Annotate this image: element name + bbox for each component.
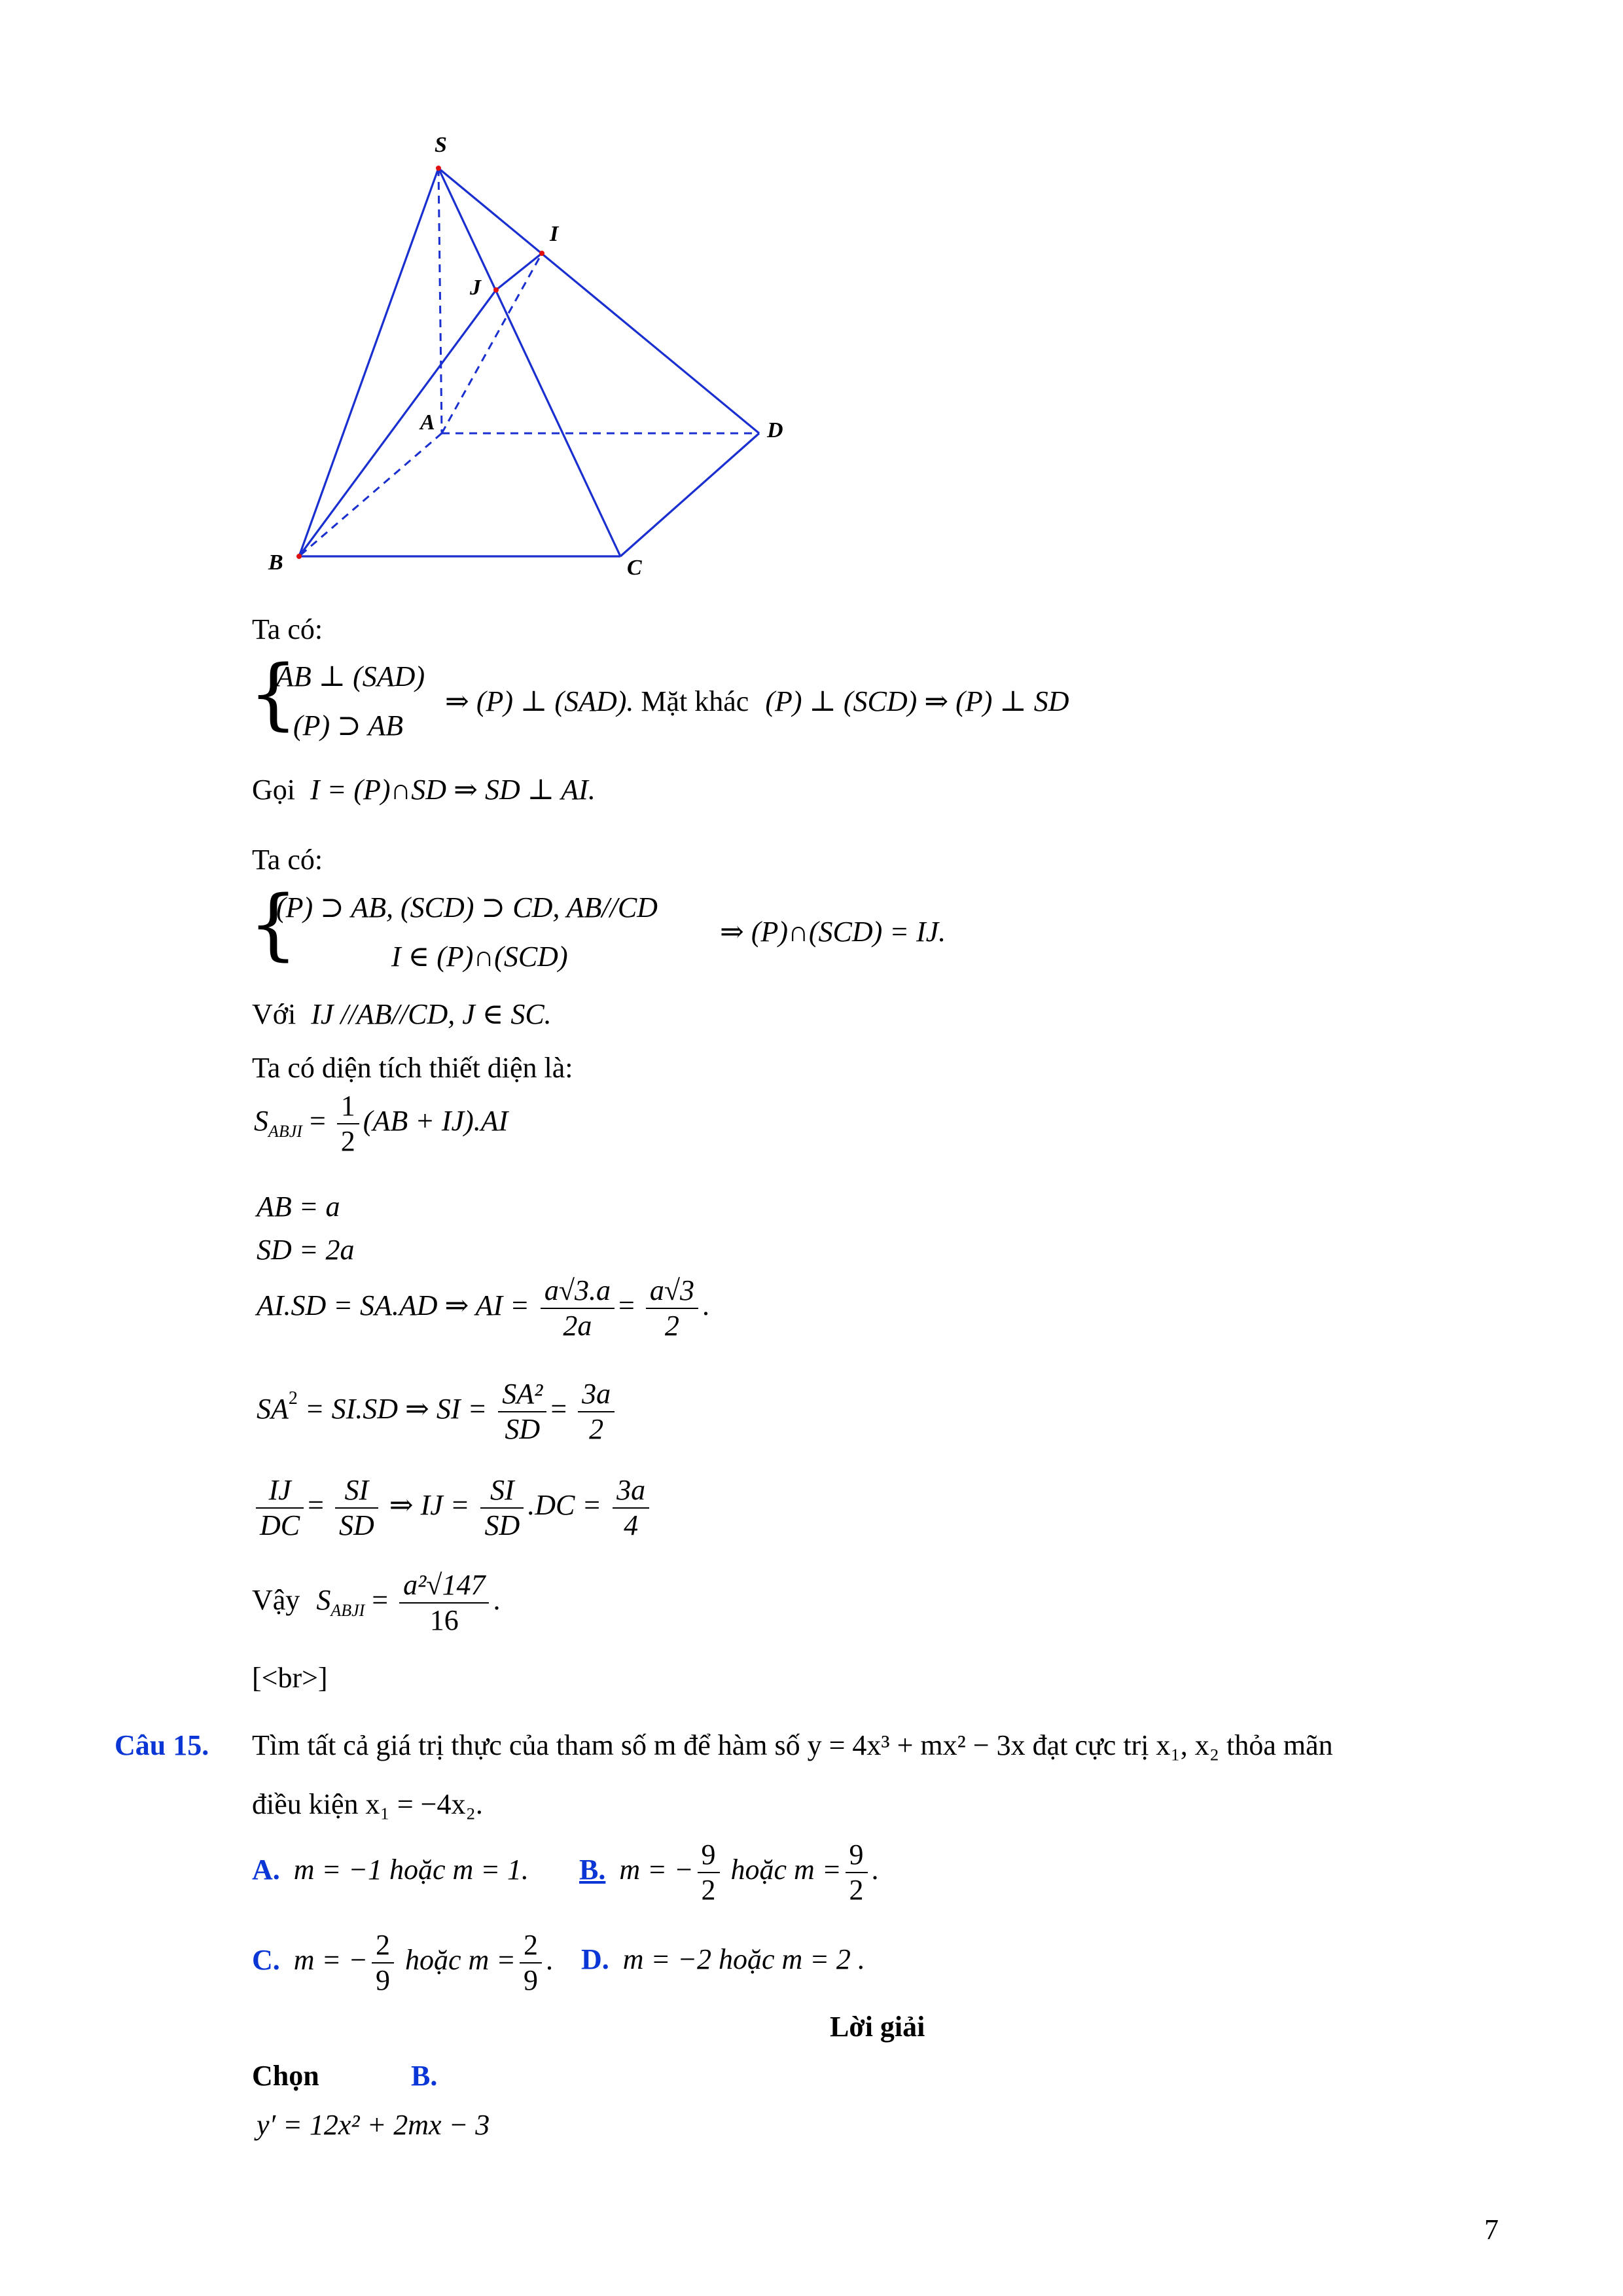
area-rest: (AB + IJ).AI (363, 1105, 508, 1138)
ij-frac-2-den: SD (338, 1509, 374, 1541)
system2-line1: (P) ⊃ AB, (SCD) ⊃ CD, AB//CD (276, 891, 658, 924)
ij-frac-4 (613, 1476, 649, 1540)
point-B (296, 554, 302, 559)
option-c-frac-2-num: 2 (520, 1931, 542, 1964)
mat-khac: Mặt khác (641, 685, 749, 717)
ij-frac-2-num: SI (335, 1476, 378, 1509)
ij-frac-3-num: SI (480, 1476, 524, 1509)
option-c-text-a: m = − (293, 1944, 368, 1977)
option-b-text-b: hoặc m = (730, 1854, 842, 1886)
chon-value: B. (411, 2060, 438, 2092)
option-b-frac-1-den: 2 (701, 1874, 716, 1906)
edge-CD (620, 433, 759, 556)
vay-formula: Vậy $S_{ABJI}$ = $\frac{\text{a²√147}}{16}$ . (252, 1569, 501, 1636)
point-I (539, 251, 544, 256)
label-S: S (435, 133, 447, 157)
label-B: B (268, 550, 283, 575)
ij-formula: $\frac{IJ}{DC}$ = $\frac{SI}{SD}$ ⇒ IJ = $\frac{SI}{SD}$ .DC = $\frac{3a}{4}$ (252, 1476, 653, 1540)
si-formula: $SA^2 = SI.SD$ ⇒ SI = $\frac{\text{SA²}}{SD}$ = $\frac{3a}{2}$ (257, 1380, 618, 1444)
option-b-text-a: m = − (619, 1854, 694, 1886)
si-frac-2-den: 2 (589, 1413, 604, 1445)
system2-line2: I ∈ (P)∩(SCD) (391, 941, 568, 973)
question-text-2: điều kiện x₁ = −4x₂. (252, 1788, 483, 1820)
ij-frac-2 (335, 1476, 378, 1540)
vay-label: Vậy (252, 1584, 300, 1617)
option-c-text-b: hoặc m = (404, 1944, 516, 1977)
vay-frac (399, 1571, 489, 1635)
dien-tich-line: Ta có diện tích thiết diện là: (252, 1052, 573, 1084)
si-frac-1-num: SA² (498, 1380, 546, 1412)
area-formula: $S_{ABJI}$ = $\frac{1}{2}$ (AB + IJ).AI (254, 1090, 508, 1157)
si-frac-2-num: 3a (578, 1380, 615, 1412)
question-label: Câu 15. (115, 1729, 209, 1761)
point-J (493, 287, 499, 293)
ab-equals: AB = a (257, 1191, 340, 1223)
ij-frac-1-den: DC (260, 1509, 300, 1541)
option-b-frac-2 (846, 1840, 868, 1905)
edge-SB (299, 168, 438, 556)
si-frac-2 (578, 1380, 615, 1444)
label-I: I (550, 222, 559, 246)
option-c-frac-1 (372, 1931, 394, 1995)
chon-label: Chọn (252, 2060, 319, 2092)
ij-frac-4-num: 3a (613, 1476, 649, 1509)
s-subscript: ABJI (268, 1122, 302, 1141)
ij-dc: .DC = (527, 1489, 602, 1522)
ai-formula: AI.SD = SA.AD ⇒ AI = $\frac{a√3.a}{2a}$ = $\frac{a√3}{2}$ . (257, 1274, 709, 1342)
ai-frac-2-num: a√3 (646, 1276, 698, 1309)
option-b-label: B. (579, 1854, 606, 1886)
option-a-text: m = −1 hoặc m = 1. (293, 1854, 529, 1886)
ai-frac-2 (646, 1276, 698, 1340)
option-d-text: m = −2 hoặc m = 2 . (622, 1943, 865, 1975)
option-b-frac-1-num: 9 (698, 1840, 720, 1873)
half-fraction (337, 1092, 359, 1156)
ai-frac-1 (541, 1276, 615, 1340)
derivative: y′ = 12x² + 2mx − 3 (257, 2109, 490, 2141)
system1-line2: (P) ⊃ AB (293, 709, 404, 742)
voi-line (252, 1000, 552, 1029)
system1-brace: { (249, 648, 298, 738)
si-frac-1 (498, 1380, 546, 1444)
point-S (436, 166, 441, 171)
si-lhs-a: SA (257, 1393, 289, 1426)
voi-expr: IJ //AB//CD, J ∈ SC. (311, 998, 552, 1030)
ij-frac-1-num: IJ (256, 1476, 304, 1509)
half-den: 2 (340, 1125, 355, 1157)
option-c-frac-1-num: 2 (372, 1931, 394, 1964)
br-tag: [<br>] (252, 1662, 328, 1694)
option-b-frac-2-num: 9 (846, 1840, 868, 1873)
label-J: J (470, 276, 481, 300)
ij-frac-3 (480, 1476, 524, 1540)
si-lhs-b: = SI.SD ⇒ SI = (304, 1393, 488, 1426)
voi-label: Với (252, 998, 296, 1030)
system1-result-b: (P) ⊥ (SCD) ⇒ (P) ⊥ SD (765, 685, 1069, 717)
ij-frac-3-den: SD (484, 1509, 520, 1541)
solution-heading: Lời giải (830, 2011, 925, 2043)
vay-num: a²√147 (399, 1571, 489, 1604)
option-d-label: D. (581, 1943, 609, 1975)
goi-expr: I = (P)∩SD ⇒ SD ⊥ AI. (310, 774, 596, 806)
system2-result: ⇒ (P)∩(SCD) = IJ. (720, 916, 946, 948)
option-b-frac-2-den: 2 (849, 1874, 864, 1906)
ij-mid: ⇒ IJ = (389, 1489, 470, 1522)
option-a-label: A. (252, 1854, 280, 1886)
system1-line1: AB ⊥ (SAD) (276, 660, 425, 692)
option-c-frac-2 (520, 1931, 542, 1995)
vay-s-symbol: S (316, 1584, 331, 1617)
ta-co-2: Ta có: (252, 844, 323, 876)
option-c-frac-1-den: 9 (375, 1964, 390, 1996)
system2-brace: { (249, 878, 298, 969)
half-num: 1 (337, 1092, 359, 1124)
ij-frac-1 (256, 1476, 304, 1540)
ai-frac-2-den: 2 (664, 1310, 679, 1342)
option-b[interactable]: B. m = − $\frac{9}{2}$ hoặc m = $\frac{9}{2}$ . (579, 1839, 879, 1906)
ai-lhs: AI.SD = SA.AD ⇒ AI = (257, 1289, 529, 1322)
label-C: C (627, 556, 642, 580)
edge-SA (438, 168, 442, 433)
ai-frac-1-num: a√3.a (541, 1276, 615, 1309)
option-c[interactable]: C. m = − $\frac{2}{9}$ hoặc m = $\frac{2}{9}$ . (252, 1929, 553, 1996)
label-D: D (767, 418, 783, 442)
system1-result (445, 687, 1069, 716)
page-number: 7 (1484, 2214, 1499, 2246)
si-lhs-sup: 2 (288, 1388, 298, 1409)
edge-SD (438, 168, 759, 433)
ai-frac-1-den: 2a (563, 1310, 592, 1342)
label-A: A (420, 410, 435, 435)
sd-equals: SD = 2a (257, 1234, 355, 1266)
goi-line (252, 776, 596, 804)
edge-JI (496, 253, 542, 290)
edge-BJ (299, 290, 496, 556)
vay-den: 16 (429, 1604, 459, 1636)
option-a[interactable] (252, 1856, 529, 1884)
question-text-1: Tìm tất cả giá trị thực của tham số m để hàm số y = 4x³ + mx² − 3x đạt cực trị x₁, x₂ thỏa mãn (252, 1729, 1333, 1761)
edge-SC (438, 168, 620, 556)
option-b-frac-1 (698, 1840, 720, 1905)
option-c-label: C. (252, 1944, 280, 1977)
pyramid-figure (249, 124, 825, 602)
goi-label: Gọi (252, 774, 295, 806)
s-symbol: S (254, 1105, 268, 1138)
ij-frac-4-den: 4 (624, 1509, 639, 1541)
si-frac-1-den: SD (505, 1413, 541, 1445)
ta-co-1: Ta có: (252, 613, 323, 645)
vay-s-subscript: ABJI (330, 1601, 365, 1621)
system1-result-a: ⇒ (P) ⊥ (SAD). (445, 685, 634, 717)
option-d[interactable] (581, 1945, 865, 1974)
option-c-frac-2-den: 9 (523, 1964, 538, 1996)
